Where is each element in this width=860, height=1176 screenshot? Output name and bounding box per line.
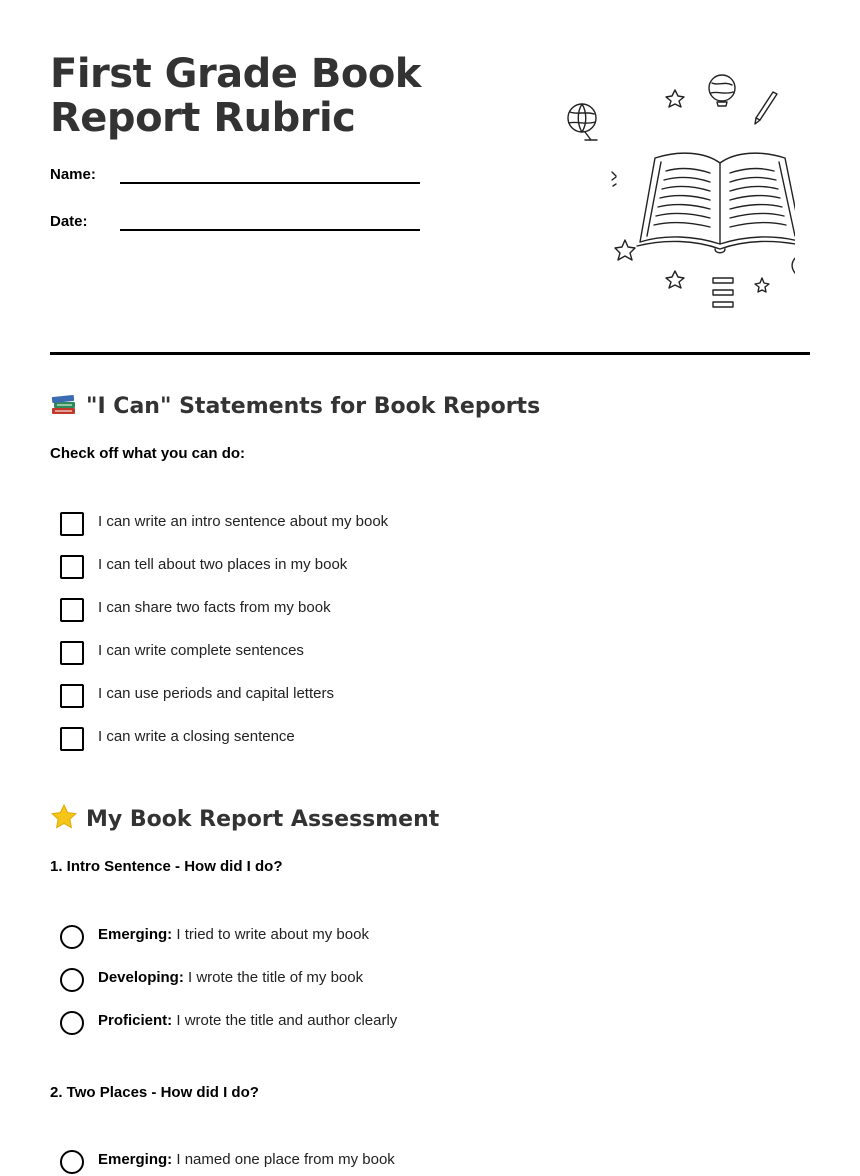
rating-option[interactable] (60, 1150, 760, 1176)
checklist-item[interactable] (60, 512, 760, 538)
level-description: I wrote the title and author clearly (176, 1012, 398, 1029)
rating-option[interactable] (60, 1011, 760, 1037)
checkbox[interactable] (60, 641, 84, 665)
checklist-item[interactable] (60, 727, 760, 753)
i-can-heading-text: "I Can" Statements for Book Reports (86, 394, 541, 419)
checkbox[interactable] (60, 512, 84, 536)
checklist-item[interactable] (60, 641, 760, 667)
name-field[interactable] (50, 166, 430, 196)
checklist-item[interactable] (60, 555, 760, 581)
star-icons (615, 90, 795, 292)
question-title: 1. Intro Sentence - How did I do? (50, 858, 283, 875)
level-description: I tried to write about my book (176, 926, 369, 943)
checklist-item-label: I can write complete sentences (98, 642, 304, 659)
checkbox[interactable] (60, 555, 84, 579)
level-label: Proficient: (98, 1012, 173, 1029)
book-shape (637, 153, 795, 253)
open-book-icon (555, 68, 795, 313)
checklist-item[interactable] (60, 684, 760, 710)
date-label: Date: (50, 213, 88, 230)
level-description: I named one place from my book (176, 1151, 395, 1168)
checklist-item-label: I can share two facts from my book (98, 599, 331, 616)
name-label: Name: (50, 166, 96, 183)
checkbox[interactable] (60, 727, 84, 751)
i-can-heading (50, 390, 540, 419)
checklist-item-label: I can use periods and capital letters (98, 685, 334, 702)
checklist-item[interactable] (60, 598, 760, 624)
checklist-item-label: I can write an intro sentence about my book (98, 513, 389, 530)
radio-button[interactable] (60, 1011, 84, 1035)
list-icon (713, 278, 733, 307)
checkbox[interactable] (60, 598, 84, 622)
level-label: Emerging: (98, 1151, 173, 1168)
rating-option[interactable] (60, 968, 760, 994)
leaf-icon (792, 253, 795, 274)
globe-icon (709, 75, 735, 106)
books-emoji-icon (50, 390, 78, 418)
radio-button[interactable] (60, 925, 84, 949)
star-emoji-icon (50, 803, 78, 831)
i-can-instruction: Check off what you can do: (50, 445, 246, 462)
assessment-heading-text: My Book Report Assessment (86, 807, 440, 832)
rubric-page (50, 0, 810, 1168)
checklist-item-label: I can tell about two places in my book (98, 556, 348, 573)
level-label: Developing: (98, 969, 184, 986)
question-title: 2. Two Places - How did I do? (50, 1084, 259, 1101)
assessment-heading (50, 803, 439, 832)
level-description: I wrote the title of my book (188, 969, 364, 986)
globe-icon (568, 104, 597, 140)
date-field[interactable] (50, 213, 430, 243)
header (50, 0, 810, 355)
rating-option[interactable] (60, 925, 760, 951)
checklist-item-label: I can write a closing sentence (98, 728, 295, 745)
name-line[interactable] (120, 182, 420, 184)
checkbox[interactable] (60, 684, 84, 708)
page-title: First Grade Book Report Rubric (50, 51, 421, 141)
radio-button[interactable] (60, 1150, 84, 1174)
pencil-icon (755, 92, 777, 124)
date-line[interactable] (120, 229, 420, 231)
radio-button[interactable] (60, 968, 84, 992)
level-label: Emerging: (98, 926, 173, 943)
